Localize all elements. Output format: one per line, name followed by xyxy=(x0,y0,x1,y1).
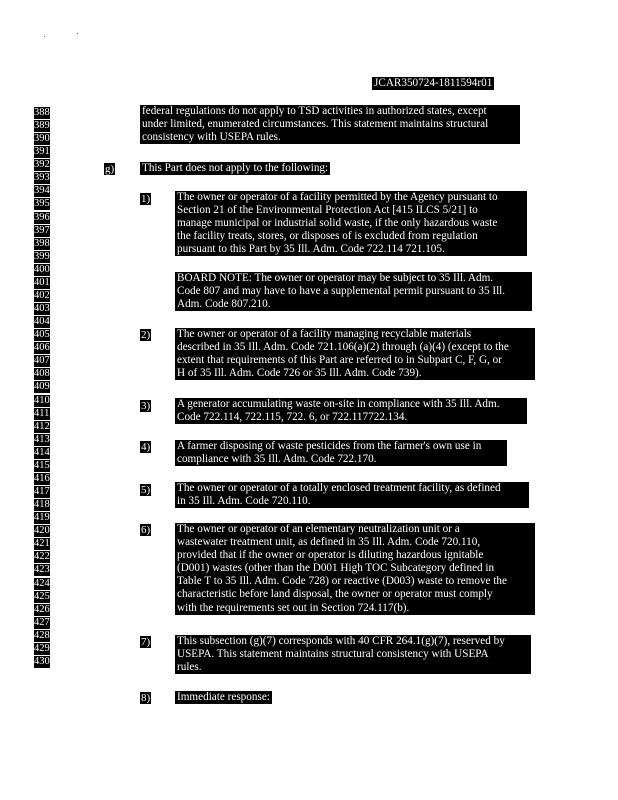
line-number: 428 xyxy=(34,629,50,641)
line-number: 419 xyxy=(34,512,50,524)
text-line: described in 35 Ill. Adm. Code 721.106(a)(2) through (a)(4) (except to the xyxy=(177,341,509,354)
item-label: 6) xyxy=(141,524,151,536)
line-number: 395 xyxy=(34,198,50,210)
text-line: A generator accumulating waste on-site in compliance with 35 Ill. Adm. xyxy=(177,398,500,410)
text-line: manage municipal or industrial solid waste, if the only hazardous waste xyxy=(177,217,498,230)
line-number: 390 xyxy=(34,133,50,145)
text-line: The owner or operator of a facility permitted by the Agency pursuant to xyxy=(177,191,498,203)
item-label: 3) xyxy=(141,400,151,412)
section-heading xyxy=(140,162,330,175)
line-number: 418 xyxy=(34,499,50,511)
line-number: 410 xyxy=(34,394,50,406)
line-number: 397 xyxy=(34,224,50,236)
line-number: 430 xyxy=(34,655,50,667)
line-number: 413 xyxy=(34,433,50,445)
text-line: with the requirements set out in Section 724.117(b). xyxy=(177,601,410,614)
text-line: federal regulations do not apply to TSD activities in authorized states, except xyxy=(142,105,487,117)
line-number: 393 xyxy=(34,172,50,184)
text-line: consistency with USEPA rules. xyxy=(142,131,281,144)
item-label: 7) xyxy=(141,636,151,648)
text-line: The owner or operator of a totally enclosed treatment facility, as defined xyxy=(177,482,501,494)
line-number: 422 xyxy=(34,551,50,563)
line-number: 400 xyxy=(34,263,50,275)
line-number: 414 xyxy=(34,446,50,458)
line-number: 399 xyxy=(34,250,50,262)
text-line: This Part does not apply to the following: xyxy=(142,162,329,174)
scan-speck xyxy=(77,33,78,34)
line-number: 409 xyxy=(34,381,50,393)
line-number: 392 xyxy=(34,159,50,171)
line-number: 401 xyxy=(34,276,50,288)
text-line: characteristic before land disposal, the owner or operator must comply xyxy=(177,588,493,601)
text-line: BOARD NOTE: The owner or operator may be subject to 35 Ill. Adm. xyxy=(177,272,494,284)
text-line: Adm. Code 807.210. xyxy=(177,298,271,311)
line-number: 415 xyxy=(34,459,50,471)
line-number: 417 xyxy=(34,486,50,498)
line-number: 420 xyxy=(34,525,50,537)
line-number: 416 xyxy=(34,472,50,484)
scan-speck xyxy=(44,36,45,37)
text-line: Code 722.114, 722.115, 722. 6, or 722.117722.134. xyxy=(177,411,408,424)
line-number: 405 xyxy=(34,329,50,341)
line-number: 394 xyxy=(34,185,50,197)
line-number: 396 xyxy=(34,211,50,223)
document-reference: JCAR350724-1811594r01 xyxy=(374,77,493,89)
item-paragraph xyxy=(175,398,527,424)
item-label: 5) xyxy=(141,484,151,496)
intro-paragraph xyxy=(140,105,520,144)
line-number: 402 xyxy=(34,289,50,301)
line-number: 423 xyxy=(34,564,50,576)
text-line: compliance with 35 Ill. Adm. Code 722.170. xyxy=(177,453,377,466)
text-line: The owner or operator of a facility managing recyclable materials xyxy=(177,328,472,340)
line-number: 404 xyxy=(34,316,50,328)
line-number: 408 xyxy=(34,368,50,380)
line-number: 411 xyxy=(34,407,50,419)
line-number: 391 xyxy=(34,146,50,158)
text-line: H of 35 Ill. Adm. Code 726 or 35 Ill. Adm. Code 739). xyxy=(177,367,422,380)
line-number: 407 xyxy=(34,355,50,367)
line-number: 427 xyxy=(34,616,50,628)
text-line: A farmer disposing of waste pesticides from the farmer's own use in xyxy=(177,440,482,452)
line-number: 389 xyxy=(34,120,50,132)
line-number: 403 xyxy=(34,303,50,315)
text-line: Code 807 and may have to have a supplemental permit pursuant to 35 Ill. xyxy=(177,285,506,298)
line-number: 424 xyxy=(34,577,50,589)
text-line: rules. xyxy=(177,661,202,674)
item-paragraph xyxy=(175,328,535,380)
item-paragraph xyxy=(175,191,527,256)
text-line: under limited, enumerated circumstances. This statement maintains structural xyxy=(142,118,489,131)
text-line: Immediate response: xyxy=(177,691,270,703)
item-paragraph xyxy=(175,440,507,466)
text-line: wastewater treatment unit, as defined in 35 Ill. Adm. Code 720.110, xyxy=(177,536,481,549)
text-line: Table T to 35 Ill. Adm. Code 728) or reactive (D003) waste to remove the xyxy=(177,575,507,588)
text-line: the facility treats, stores, or disposes of is excluded from regulation xyxy=(177,230,478,243)
item-label: 1) xyxy=(141,193,151,205)
item-paragraph xyxy=(175,523,535,615)
line-number: 426 xyxy=(34,603,50,615)
text-line: pursuant to this Part by 35 Ill. Adm. Code 722.114 721.105. xyxy=(177,243,445,256)
item-label: 8) xyxy=(141,692,151,704)
text-line: extent that requirements of this Part are referred to in Subpart C, F, G, or xyxy=(177,354,503,367)
item-paragraph xyxy=(175,691,272,704)
text-line: in 35 Ill. Adm. Code 720.110. xyxy=(177,495,311,508)
line-number: 421 xyxy=(34,538,50,550)
item-label: 2) xyxy=(141,329,151,341)
line-number: 398 xyxy=(34,237,50,249)
text-line: (D001) wastes (other than the D001 High TOC Subcategory defined in xyxy=(177,562,495,575)
line-number: 406 xyxy=(34,342,50,354)
text-line: USEPA. This statement maintains structural consistency with USEPA xyxy=(177,648,489,661)
text-line: provided that if the owner or operator is diluting hazardous ignitable xyxy=(177,549,484,562)
item-paragraph xyxy=(175,482,529,508)
item-paragraph xyxy=(175,635,531,674)
line-number: 429 xyxy=(34,642,50,654)
board-note xyxy=(175,272,532,311)
text-line: The owner or operator of an elementary neutralization unit or a xyxy=(177,523,460,535)
line-number: 412 xyxy=(34,420,50,432)
text-line: Section 21 of the Environmental Protection Act [415 ILCS 5/21] to xyxy=(177,204,478,217)
text-line: This subsection (g)(7) corresponds with 40 CFR 264.1(g)(7), reserved by xyxy=(177,635,505,647)
section-label: g) xyxy=(105,163,115,175)
line-number: 388 xyxy=(34,107,50,118)
line-number: 425 xyxy=(34,590,50,602)
item-label: 4) xyxy=(141,441,151,453)
